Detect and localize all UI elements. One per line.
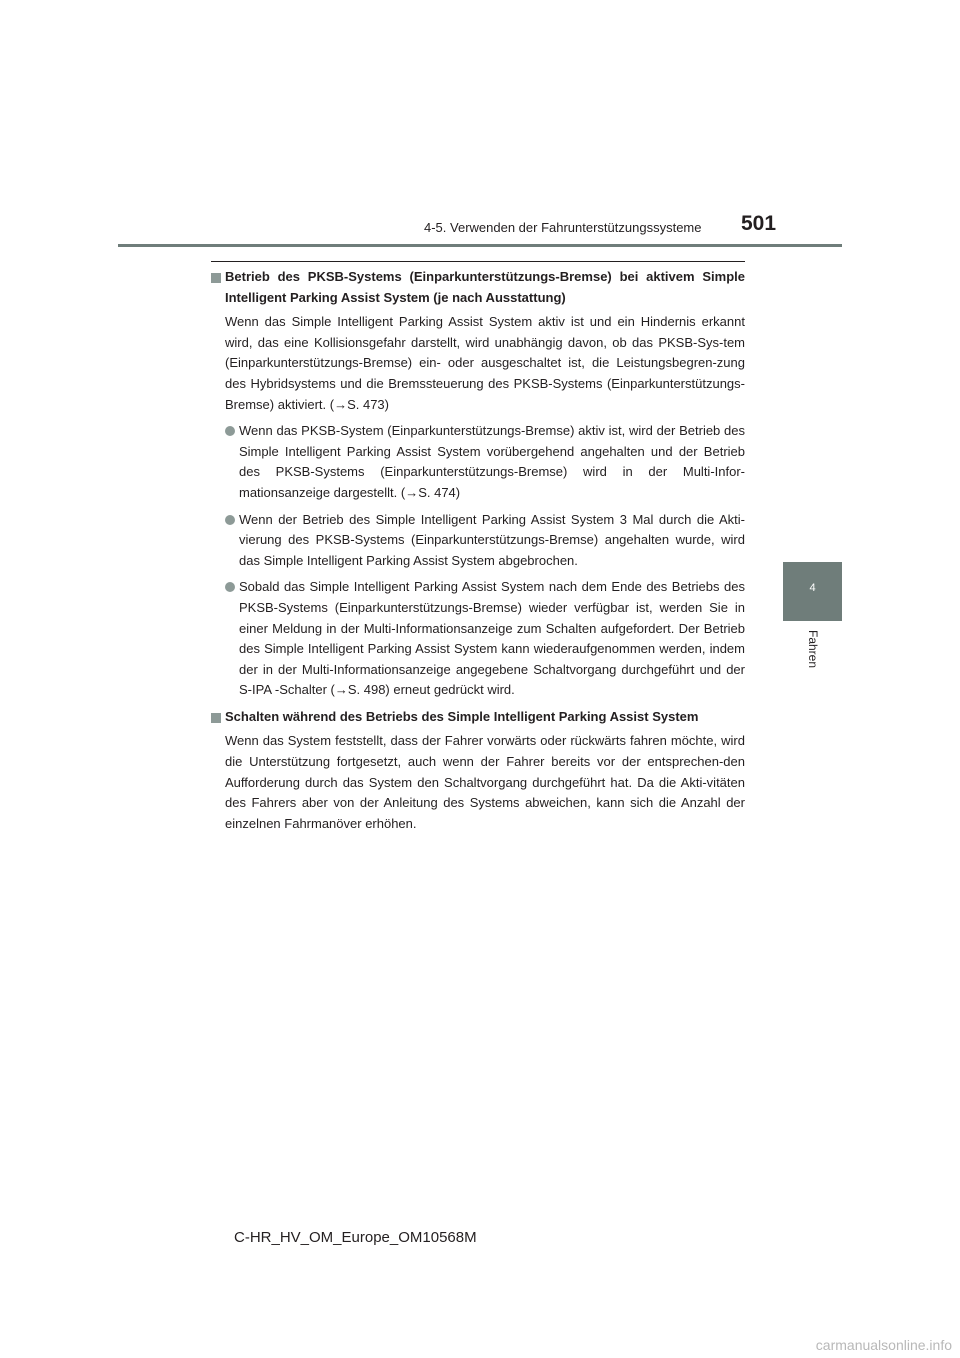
square-bullet-icon [211,713,221,723]
square-bullet-icon [211,273,221,283]
circle-bullet-icon [225,582,235,592]
chapter-side-label: Fahren [806,630,820,669]
circle-bullet-icon [225,515,235,525]
section-heading [211,707,745,728]
watermark: carmanualsonline.info [815,1337,952,1353]
list-item-text: Sobald das Simple Intelligent Parking Assist System nach dem Ende des Betriebs des PKSB-Systems (Einparkunterstützungs-Bremse) wieder verfügbar ist, werden Sie in einer Meldung in der Multi-Informationsanzeige zum Schalten aufgefordert. Der Betrieb des Simple Intelligent Parking Assist System kann wiederaufgenommen werden, indem der in der Multi-Informationsanzeige angegebene Schaltvorgang durchgeführt und der S-IPA -Schalter (→S. 498) erneut gedrückt wird. [239,579,745,698]
section-heading-text: Betrieb des PKSB-Systems (Einparkunterstützungs-Bremse) bei aktivem Simple Intelligent Parking Assist System (je nach Ausstattung) [225,269,745,305]
list-item-text: Wenn der Betrieb des Simple Intelligent Parking Assist System 3 Mal durch die Akti-vierung des PKSB-Systems (Einparkunterstützungs-Bremse) angehalten wurde, wird das Simple Intelligent Parking Assist System abgebrochen. [239,511,745,568]
chapter-tab-number: 4 [809,582,816,594]
header-rule [118,244,842,247]
document-code: C-HR_HV_OM_Europe_OM10568M [234,1229,477,1246]
section-paragraph: Wenn das System feststellt, dass der Fahrer vorwärts oder rückwärts fahren möchte, wird die Unterstützung fortgesetzt, auch wenn der Fahrer bereits vor der entsprechen-den Aufforderung durch das System den Schaltvorgang durchgeführt hat. Da die Akti-vitäten des Fahrers aber von der Anleitung des Systems abweichen, kann sich die Anzahl der einzelnen Fahrmanöver erhöhen. [225,733,745,831]
list-item [225,421,745,503]
page-number: 501 [741,212,777,235]
list-item [225,577,745,701]
list-item [225,510,745,572]
circle-bullet-icon [225,426,235,436]
section-block-schalten [211,707,745,835]
chapter-tab [783,562,842,621]
section-block-pksb [211,267,745,701]
header-section-title: 4-5. Verwenden der Fahrunterstützungssysteme [424,220,702,235]
list-item-text: Wenn das PKSB-System (Einparkunterstützungs-Bremse) aktiv ist, wird der Betrieb des Simple Intelligent Parking Assist System vorübergehend angehalten und der Betrieb des PKSB-Systems (Einparkunterstützungs-Bremse) wird in der Multi-Infor-mationsanzeige dargestellt. (→S. 474) [239,423,745,500]
main-content [211,267,745,834]
section-paragraph: Wenn das Simple Intelligent Parking Assist System aktiv ist und ein Hindernis erkannt wird, das eine Kollisionsgefahr darstellt, wird unabhängig davon, ob das PKSB-Sys-tem (Einparkunterstützungs-Bremse) ein- oder ausgeschaltet ist, die Leistungsbegren-zung des Hybridsystems und die Bremssteuerung des PKSB-Systems (Einparkunterstützungs-Bremse) aktiviert. (→S. 473) [225,314,745,412]
section-heading [211,267,745,308]
section-rule [211,261,745,262]
section-heading-text: Schalten während des Betriebs des Simple Intelligent Parking Assist System [225,708,699,724]
